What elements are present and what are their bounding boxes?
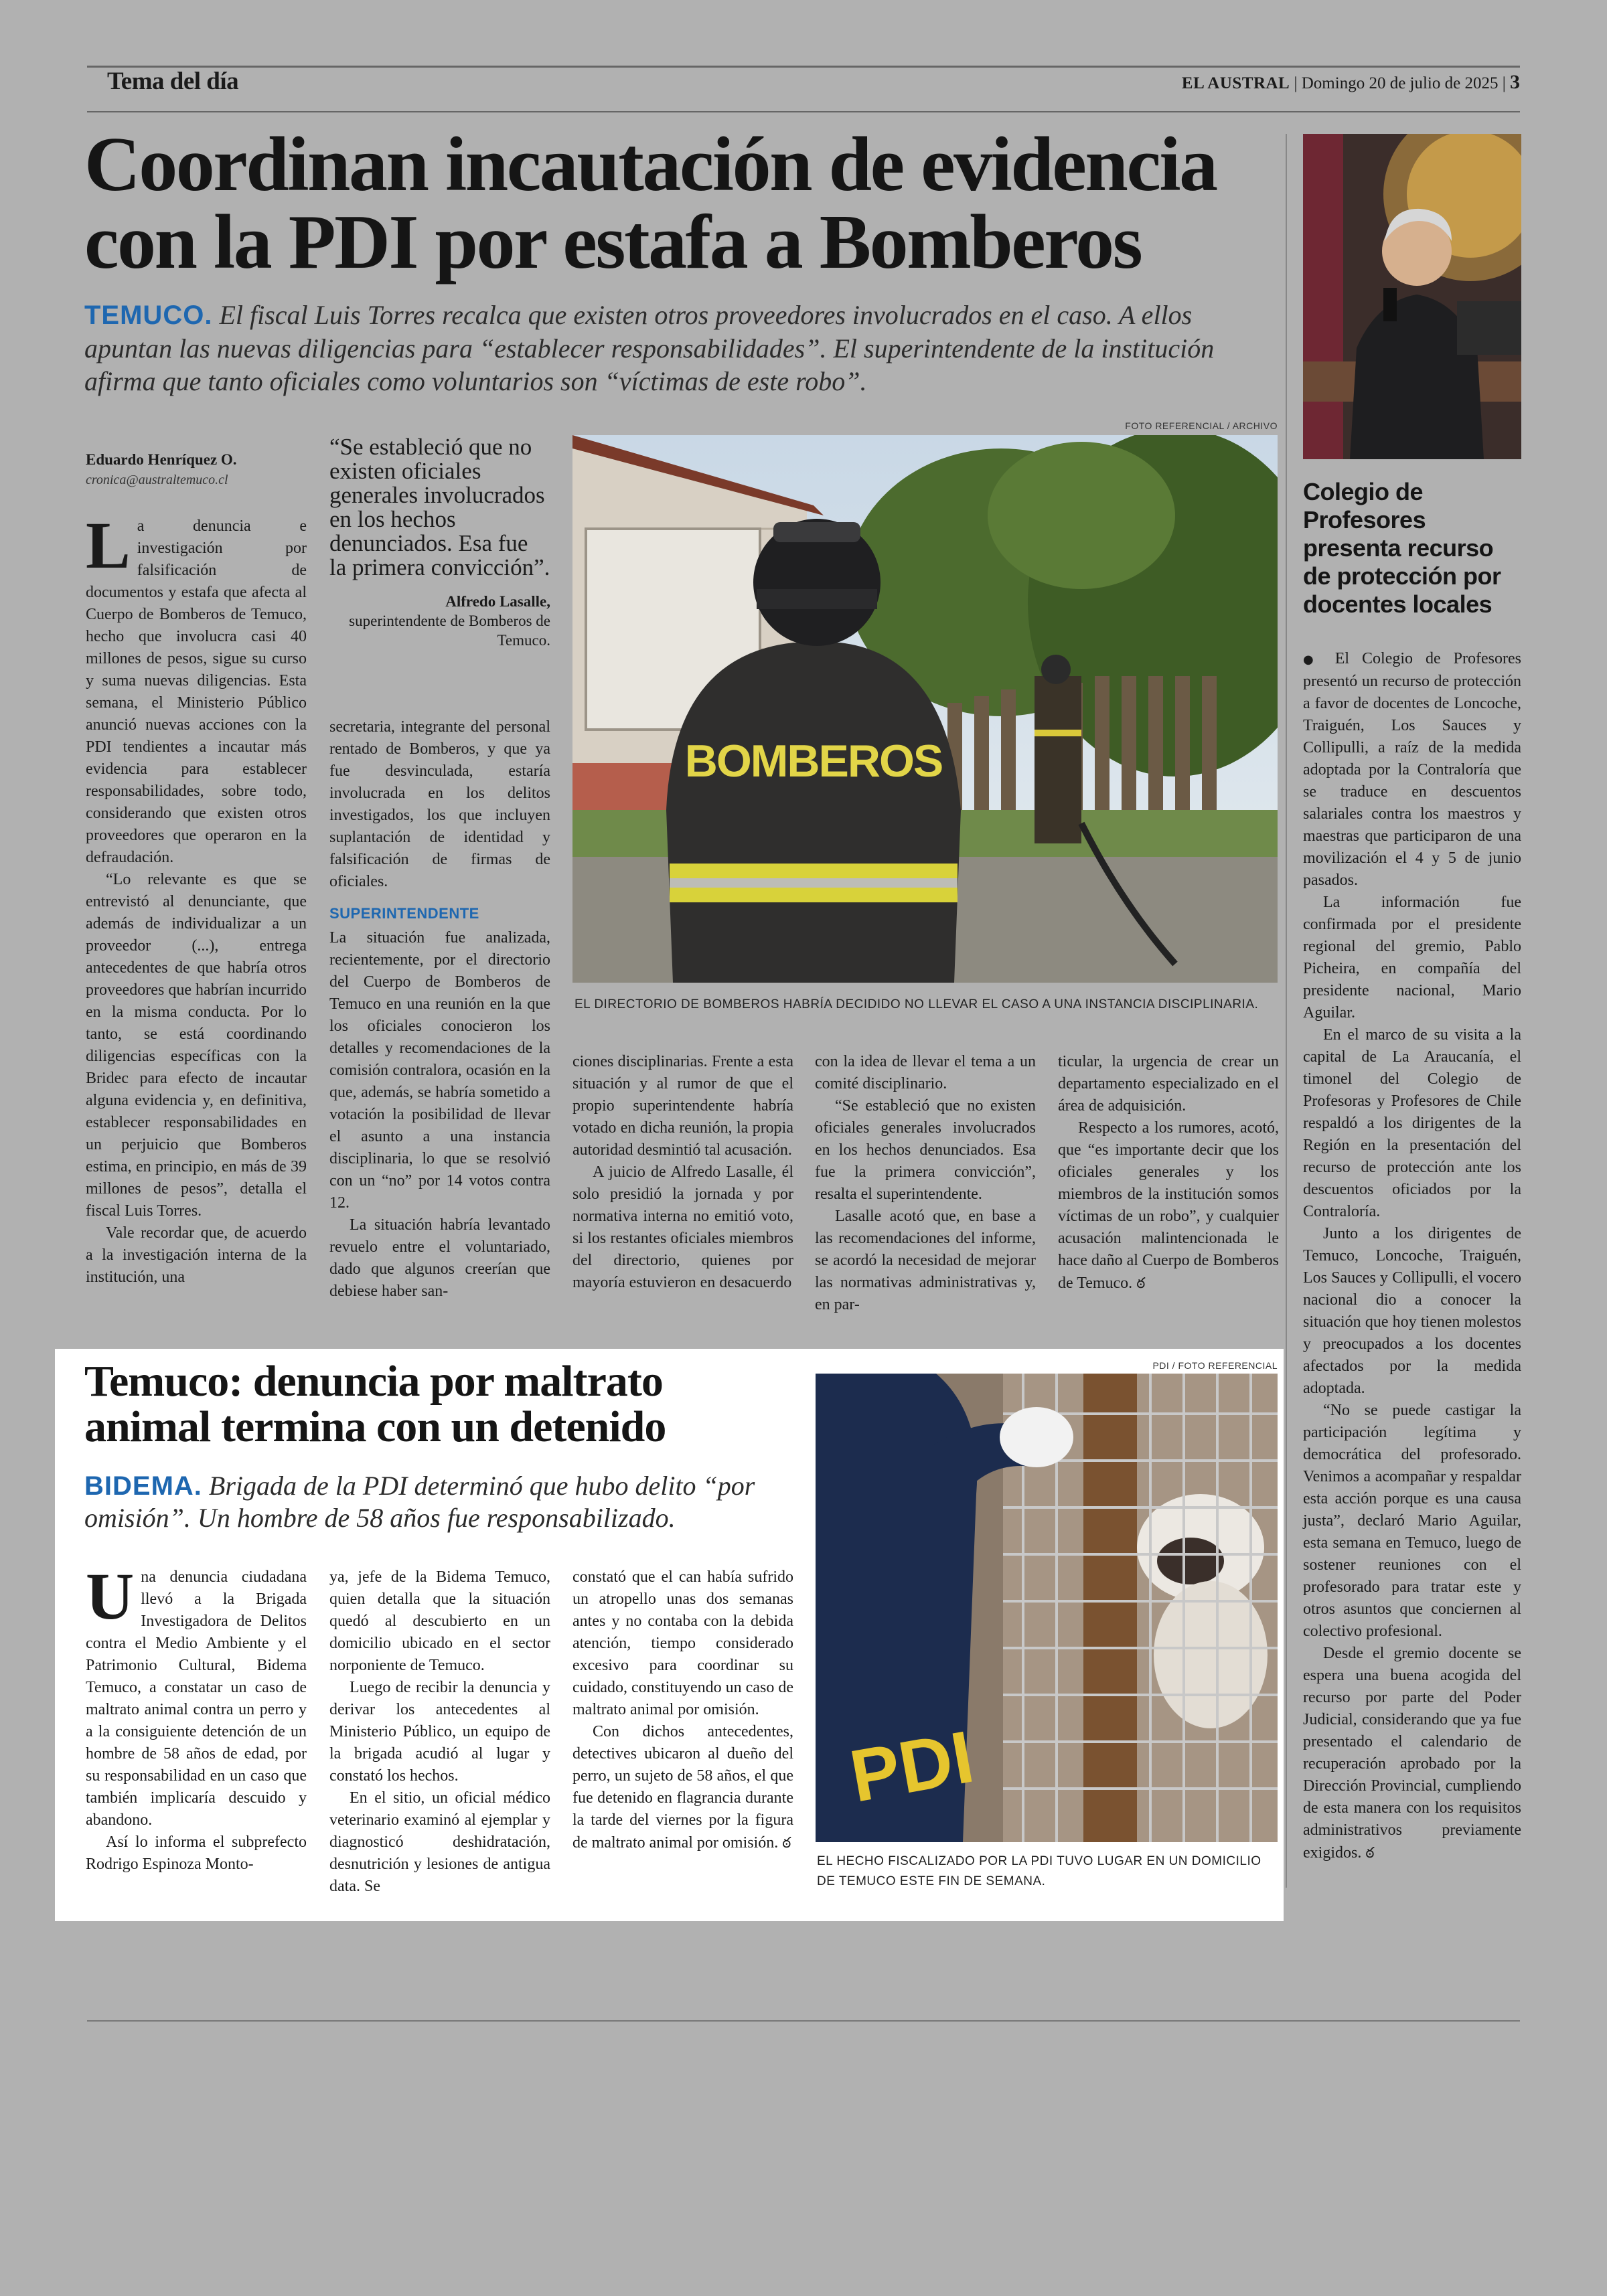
sidebar-body: [1303, 648, 1521, 1864]
second-column-2: [329, 1566, 550, 1898]
main-photo-caption: EL DIRECTORIO DE BOMBEROS HABRÍA DECIDIDO NO LLEVAR EL CASO A UNA INSTANCIA DISCIPLINARIA.: [575, 997, 1259, 1011]
folio: [1182, 71, 1520, 94]
main-headline-line-2: con la PDI por estafa a Bomberos: [84, 199, 1142, 285]
main-paragraph: La situación fue analizada, recientemente, por el directorio del Cuerpo de Bomberos de Temuco en una reunión en la que los oficiales conocieron los detalles y recomendaciones de la comisión contralora, ocasión en la que, además, se habría sometido a votación la posibilidad de llevar el asunto a una instancia disciplinaria, lo que se resolvió con un “no” por 14 votos contra 12.: [329, 929, 550, 1212]
second-lede-text: Brigada de la PDI determinó que hubo delito “por omisión”. Un hombre de 58 años fue responsabilizado.: [84, 1471, 755, 1533]
end-of-story-icon: ఠ: [1365, 1844, 1375, 1861]
main-paragraph: Respecto a los rumores, acotó, que “es importante decir que los oficiales generales y los miembros de la institución somos víctimas de un robo”, y cualquier acusación malintencionada le hace daño al Cuerpo de Bomberos de Temuco. ఠ: [1058, 1119, 1279, 1292]
jacket-text: PDI: [844, 1715, 980, 1818]
second-paragraph: constató que el can había sufrido un atropello unas dos semanas antes y no contaba con la debida atención, tiempo considerado excesivo para coordinar su cuidado, constituyendo un caso de maltrato animal por omisión.: [572, 1568, 793, 1718]
pull-quote: [329, 435, 550, 650]
dropcap: U: [86, 1559, 135, 1633]
main-column-2: [329, 716, 550, 1303]
subhead: SUPERINTENDENTE: [329, 905, 479, 922]
end-of-story-icon: ఠ: [1136, 1275, 1146, 1291]
second-paragraph: Luego de recibir la denuncia y derivar los antecedentes al Ministerio Público, un equipo de la brigada acudió al lugar y constató los hechos.: [329, 1679, 550, 1785]
sidebar-paragraph: “No se puede castigar la participación legítima y democrática del profesorado. Venimos a acompañar y respaldar esta acción porque es una causa justa”, declaró Mario Aguilar, esta semana en Temuco, luego de sostener reuniones con el profesorado para tratar este y otros asuntos que conciernen al colectivo profesional.: [1303, 1402, 1521, 1640]
main-lede: [84, 299, 1249, 398]
publication-name: EL AUSTRAL: [1181, 74, 1290, 92]
sidebar-paragraph: En el marco de su visita a la capital de La Araucanía, el timonel del Colegio de Profesoras y Profesores de Chile respaldó a los dirigentes de la Región en la presentación del recurso de protección ante los descuentos oficiados por la Contraloría.: [1303, 1026, 1521, 1220]
byline-email[interactable]: cronica@australtemuco.cl: [86, 473, 228, 487]
main-paragraph: La situación habría levantado revuelo entre el voluntariado, dado que algunos creerían que debiese haber san-: [329, 1216, 550, 1300]
main-column-4: [815, 1051, 1036, 1316]
second-paragraph: Así lo informa el subprefecto Rodrigo Espinoza Monto-: [86, 1833, 307, 1873]
second-photo-credit: PDI / FOTO REFERENCIAL: [1152, 1360, 1278, 1371]
folio-separator: |: [1502, 74, 1510, 92]
header-rule-bottom: [87, 111, 1520, 112]
main-lede-text: El fiscal Luis Torres recalca que existen otros proveedores involucrados en el caso. A ellos apuntan las nuevas diligencias para “establecer responsabilidades”. El superintendente de la institución afirma que tanto oficiales como voluntarios son “víctimas de este robo”.: [84, 300, 1215, 396]
sidebar-paragraph: Desde el gremio docente se espera una buena acogida del recurso por parte del Poder Judicial, considerando que ya fue presentado el calendario de recuperación aprobado por la Dirección Provincial, cumpliendo de esta manera con los requisitos administrativos previamente exigidos. ఠ: [1303, 1645, 1521, 1862]
main-paragraph: ciones disciplinarias. Frente a esta situación y al rumor de que el propio superintendente habría votado en dicha reunión, la propia autoridad desmintió tal acusación.: [572, 1053, 793, 1159]
second-headline: [84, 1359, 828, 1450]
pull-quote-author: Alfredo Lasalle,: [445, 593, 550, 610]
main-paragraph: “Lo relevante es que se entrevistó al denunciante, que además de individualizar a un proveedor (...), entrega antecedentes de que habría otros proveedores que habrían incurrido en la misma conducta. Por lo tanto, se está coordinando diligencias específicas con la Bridec para efecto de incautar alguna evidencia y, en definitiva, establecer responsabilidades en un perjuicio que Bomberos estima, en principio, en más de 39 millones de pesos”, detalla el fiscal Luis Torres.: [86, 871, 307, 1220]
second-paragraph: En el sitio, un oficial médico veterinario examinó al ejemplar y diagnosticó deshidratación, desnutrición y lesiones de antigua data. Se: [329, 1789, 550, 1895]
folio-separator: |: [1294, 74, 1302, 92]
main-paragraph: A juicio de Alfredo Lasalle, él solo presidió la jornada y por normativa interna no emitió voto, si los restantes oficiales miembros del directorio, quienes por mayoría estuvieron en desacuerdo: [572, 1163, 793, 1291]
main-paragraph: ticular, la urgencia de crear un departamento especializado en el área de adquisición.: [1058, 1053, 1279, 1115]
main-photo-credit: FOTO REFERENCIAL / ARCHIVO: [1125, 420, 1278, 431]
end-of-story-icon: ఠ: [782, 1834, 791, 1851]
header-rule-top: [87, 66, 1520, 68]
firefighter-illustration: [572, 435, 1278, 983]
main-headline-line-1: Coordinan incautación de evidencia: [84, 122, 1217, 208]
byline-name: Eduardo Henríquez O.: [86, 451, 237, 468]
page-number: 3: [1510, 71, 1520, 93]
second-kicker: BIDEMA.: [84, 1471, 202, 1501]
second-paragraph: ya, jefe de la Bidema Temuco, quien detalla que la situación quedó al descubierto en un domicilio ubicado en el sector norponiente de Temuco.: [329, 1568, 550, 1674]
main-kicker: TEMUCO.: [84, 301, 213, 330]
main-paragraph: secretaria, integrante del personal rentado de Bomberos, y que ya fue desvinculada, estaría involucrada en los delitos investigados, los que incluyen suplantación de identidad y falsificación de firmas de oficiales.: [329, 718, 550, 890]
vest-text: BOMBEROS: [684, 736, 943, 787]
main-column-1: [86, 508, 307, 1289]
second-photo-dog: [816, 1374, 1278, 1842]
pull-quote-attribution: [329, 592, 550, 650]
sidebar-photo-speaker: [1303, 134, 1521, 459]
main-paragraph: “Se estableció que no existen oficiales generales involucrados en los hechos denunciados. Esa fue la primera convicción”, resalta el superintendente.: [815, 1097, 1036, 1203]
dropcap: L: [86, 508, 131, 582]
speaker-illustration: [1303, 134, 1521, 459]
section-label: Tema del día: [107, 68, 239, 95]
second-headline-line-2: animal termina con un detenido: [84, 1402, 666, 1451]
main-headline: [84, 122, 1290, 285]
sidebar-paragraph: Junto a los dirigentes de Temuco, Loncoche, Traiguén, Los Sauces y Collipulli, el vocero nacional dio a conocer la situación que hoy tienen molestos y preocupados a los docentes afectados por la medida adoptada.: [1303, 1225, 1521, 1397]
sidebar-rule: [1286, 134, 1287, 1888]
second-lede: [84, 1470, 801, 1534]
second-paragraph: Una denuncia ciudadana llevó a la Brigada Investigadora de Delitos contra el Medio Ambiente y el Patrimonio Cultural, Bidema Temuco, a constatar un caso de maltrato animal contra un perro y a la consiguiente detención de un hombre de 58 años de edad, por su responsabilidad en un caso que también implicaría descuido y abandono.: [86, 1559, 307, 1829]
second-column-1: [86, 1559, 307, 1876]
main-paragraph: La denuncia e investigación por falsificación de documentos y estafa que afecta al Cuerpo de Bomberos de Temuco, hecho que involucra casi 40 millones de pesos, sigue su curso y suma nuevas diligencias. Esta semana, el Ministerio Público anunció nuevas acciones con la PDI tendientes a incautar más evidencia para establecer responsabilidades, sobre todo, considerando que existen otros proveedores que operaron en la defraudación.: [86, 508, 307, 866]
main-column-3: [572, 1051, 793, 1294]
main-paragraph: con la idea de llevar el tema a un comité disciplinario.: [815, 1053, 1036, 1092]
byline: [86, 450, 307, 490]
pull-quote-role: superintendente de Bomberos de Temuco.: [349, 612, 550, 649]
main-paragraph: Lasalle acotó que, en base a las recomendaciones del informe, se acordó la necesidad de mejorar las normativas administrativas y, en par-: [815, 1208, 1036, 1313]
sidebar-headline: Colegio de Profesores presenta recurso de protección por docentes locales: [1303, 478, 1501, 618]
pull-quote-text: “Se estableció que no existen oficiales generales involucrados en los hechos denunciados. Esa fue la primera convicción”.: [329, 434, 550, 580]
second-paragraph: Con dichos antecedentes, detectives ubicaron al dueño del perro, un sujeto de 58 años, el que fue detenido en flagrancia durante la tarde del viernes por la figura de maltrato animal por omisión. ఠ: [572, 1723, 793, 1852]
main-paragraph: Vale recordar que, de acuerdo a la investigación interna de la institución, una: [86, 1224, 307, 1286]
sidebar-paragraph: La información fue confirmada por el presidente regional del gremio, Pablo Picheira, en compañía del presidente nacional, Mario Aguilar.: [1303, 894, 1521, 1021]
second-column-3: [572, 1566, 793, 1854]
second-photo-caption: EL HECHO FISCALIZADO POR LA PDI TUVO LUGAR EN UN DOMICILIO DE TEMUCO ESTE FIN DE SEMANA.: [817, 1854, 1261, 1888]
main-photo-firefighters: [572, 435, 1278, 983]
footer-rule: [87, 2020, 1520, 2022]
publication-date: Domingo 20 de julio de 2025: [1301, 74, 1499, 92]
main-column-5: [1058, 1051, 1279, 1295]
second-headline-line-1: Temuco: denuncia por maltrato: [84, 1357, 663, 1406]
dog-cage-illustration: [816, 1374, 1278, 1842]
bullet-icon: ●: [1303, 653, 1322, 667]
sidebar-paragraph: ● El Colegio de Profesores presentó un recurso de protección a favor de docentes de Loncoche, Traiguén, Los Sauces y Collipulli, a raíz de la medida adoptada por la Contraloría que se traduce en descuentos salariales contra los maestros y maestras que participaron de una movilización el 4 y 5 de junio pasados.: [1303, 650, 1521, 889]
